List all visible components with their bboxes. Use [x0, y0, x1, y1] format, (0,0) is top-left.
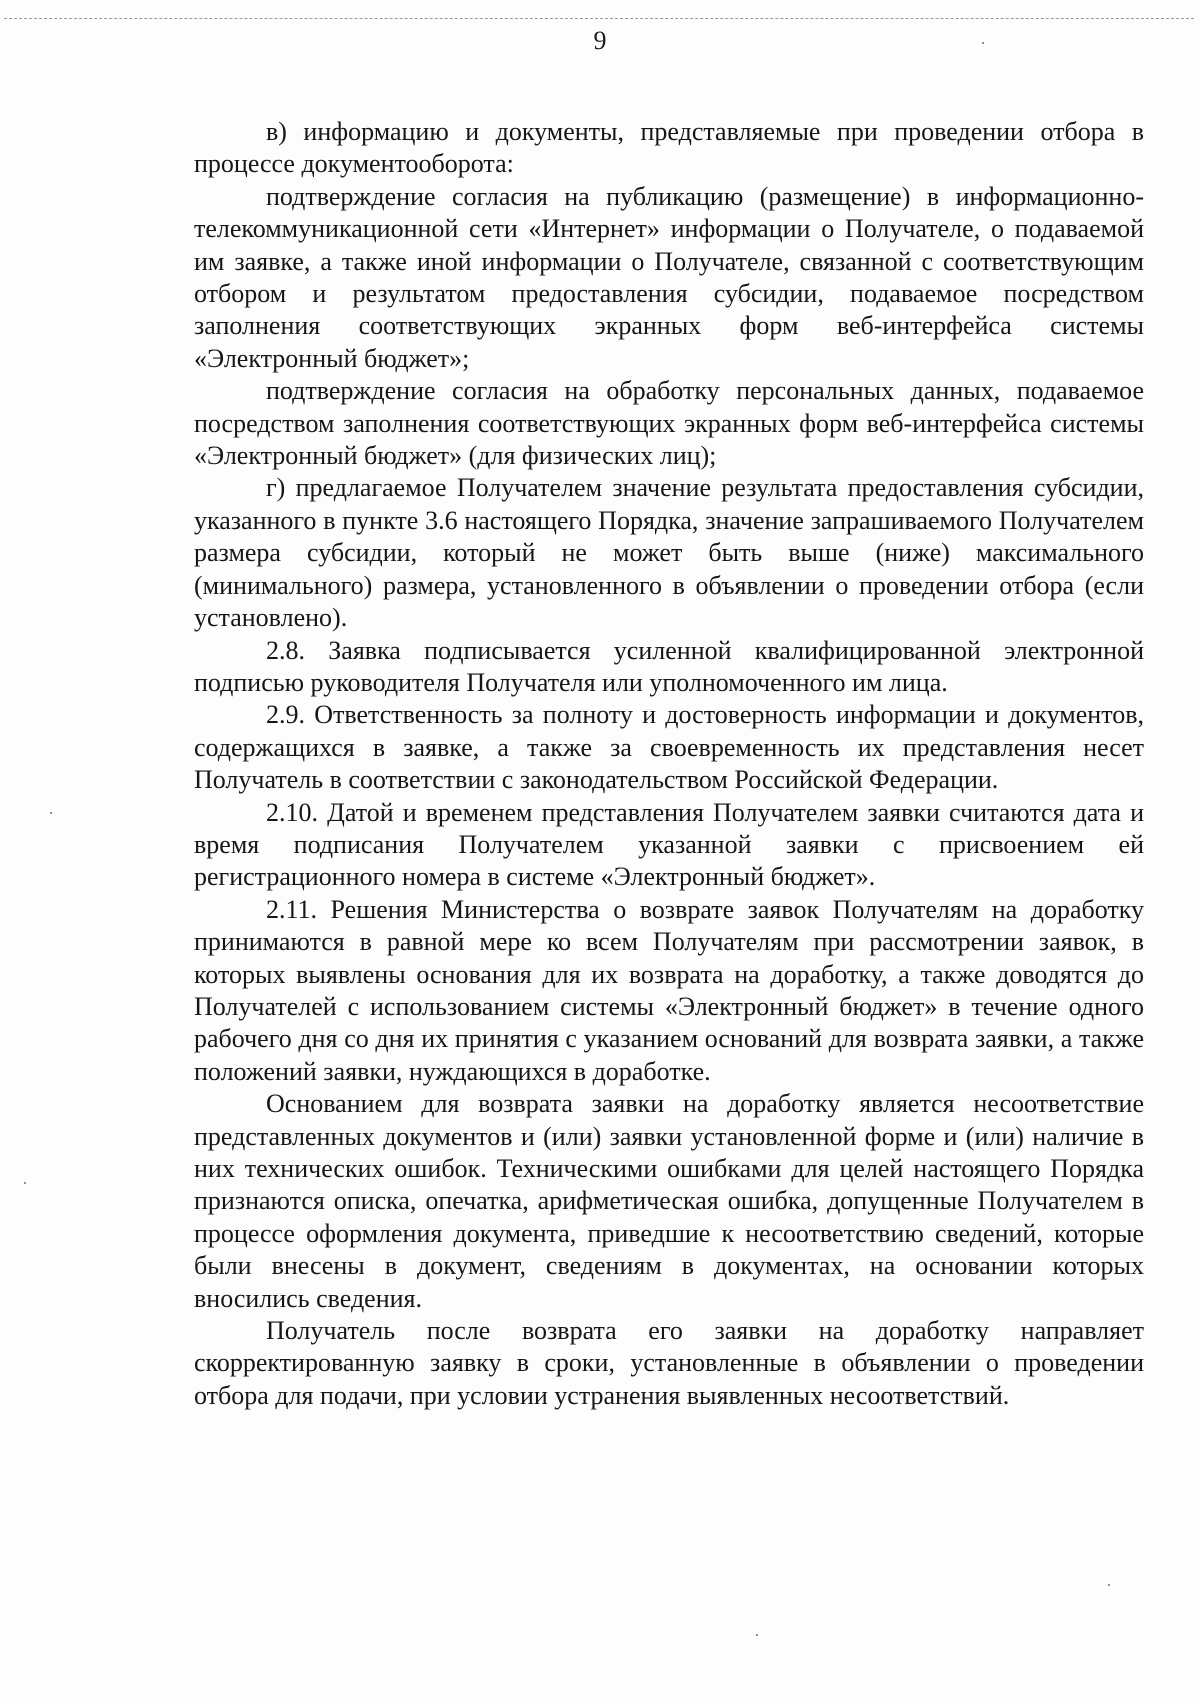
- paragraph-item-v: в) информацию и документы, представляемые при проведении отбора в процессе документооборота:: [194, 117, 1144, 179]
- scan-speck: [50, 812, 52, 814]
- paragraph-consent-publication: подтверждение согласия на публикацию (размещение) в информационно-телекоммуникационной сети «Интернет» информации о Получателе, о подаваемой им заявке, а также иной информации о Получателе, связанной с соответствующим отбором и результатом предоставления субсидии, подаваемое посредством заполнения соответствующих экранных форм веб-интерфейса системы «Электронный бюджет»;: [194, 181, 1144, 373]
- scan-speck: [1108, 1584, 1110, 1586]
- scan-speck: [756, 1634, 758, 1636]
- paragraph-item-g: г) предлагаемое Получателем значение результата предоставления субсидии, указанного в пункте 3.6 настоящего Порядка, значение запрашиваемого Получателем размера субсидии, который не может быть выше (ниже) максимального (минимального) размера, установленного в объявлении о проведении отбора (если установлено).: [194, 473, 1144, 633]
- paragraph-2-11: 2.11. Решения Министерства о возврате заявок Получателям на доработку принимаются в равной мере ко всем Получателям при рассмотрении заявок, в которых выявлены основания для их возврата на доработку, а также доводятся до Получателей с использованием системы «Электронный бюджет» в течение одного рабочего дня со дня их принятия с указанием оснований для возврата заявки, а также положений заявки, нуждающихся в доработке.: [194, 894, 1144, 1086]
- page-number: 9: [593, 26, 607, 55]
- paragraph-consent-personal-data: подтверждение согласия на обработку персональных данных, подаваемое посредством заполнения соответствующих экранных форм веб-интерфейса системы «Электронный бюджет» (для физических лиц);: [194, 376, 1144, 471]
- scan-edge-line: [4, 18, 1194, 19]
- paragraph-2-9: 2.9. Ответственность за полноту и достоверность информации и документов, содержащихся в заявке, а также за своевременность их представления несет Получатель в соответствии с законодательством Российской Федерации.: [194, 700, 1144, 795]
- paragraph-resubmission: Получатель после возврата его заявки на доработку направляет скорректированную заявку в сроки, установленные в объявлении о проведении отбора для подачи, при условии устранения выявленных несоответствий.: [194, 1316, 1144, 1410]
- scan-speck: [24, 1182, 26, 1184]
- paragraph-return-grounds: Основанием для возврата заявки на доработку является несоответствие представленных документов и (или) заявки установленной форме и (или) наличие в них технических ошибок. Техническими ошибками для целей настоящего Порядка признаются описка, опечатка, арифметическая ошибка, допущенные Получателем в процессе оформления документа, приведшие к несоответствию сведений, которые были внесены в документ, сведениям в документах, на основании которых вносились сведения.: [194, 1089, 1144, 1313]
- paragraph-2-10: 2.10. Датой и временем представления Получателем заявки считаются дата и время подписания Получателем указанной заявки с присвоением ей регистрационного номера в системе «Электронный бюджет».: [194, 797, 1144, 892]
- paragraph-2-8: 2.8. Заявка подписывается усиленной квалифицированной электронной подписью руководителя Получателя или уполномоченного им лица.: [194, 635, 1144, 697]
- scan-speck: [982, 42, 984, 44]
- document-body: [194, 116, 1144, 1412]
